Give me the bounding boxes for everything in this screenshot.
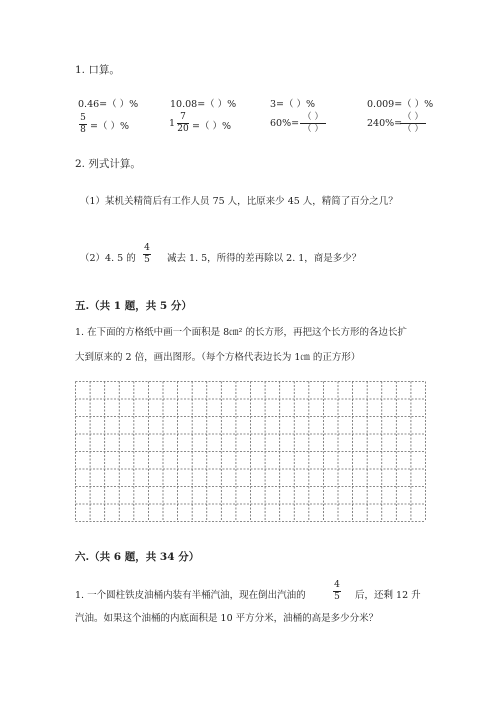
fraction-numerator: 4 [144, 243, 150, 253]
fraction-denominator: （ ） [402, 124, 424, 134]
fraction-denominator: 20 [177, 124, 189, 134]
grid-paper[interactable] [75, 381, 426, 522]
section-5-question-line-1: 1. 在下面的方格纸中画一个面积是 8㎝² 的长方形，再把这个长方形的各边长扩 [75, 327, 407, 338]
section-6-question-line-1-post: 后，还剩 12 升 [355, 590, 421, 601]
fraction-numerator: （ ） [302, 112, 324, 122]
section-6-question-line-1-pre: 1. 一个圆柱铁皮油桶内装有半桶汽油，现在倒出汽油的 [75, 590, 306, 601]
fraction-blank [300, 113, 326, 134]
oral-item-2: 10.08=（ ）% [170, 99, 237, 110]
oral-item-1: 0.46=（ ）% [78, 99, 139, 110]
section-6-title: 六.（共 6 题，共 34 分） [75, 551, 200, 563]
oral-item-7-left: 60%= [270, 118, 300, 129]
section-5-title: 五.（共 1 题，共 5 分） [75, 300, 192, 312]
fraction-numerator: 7 [180, 112, 186, 122]
calc-question-2-post: 减去 1. 5，所得的差再除以 2. 1，商是多少？ [167, 253, 362, 264]
fraction-denominator: 8 [80, 125, 86, 135]
oral-heading: 1. 口算。 [75, 64, 120, 76]
fraction-numerator: 4 [334, 580, 340, 590]
fraction-numerator: 5 [80, 113, 86, 123]
mixed-number-whole: 1 [169, 118, 176, 129]
fraction-5-8 [79, 114, 87, 135]
fraction-denominator: 5 [334, 592, 340, 602]
calc-question-1: （1）某机关精简后有工作人员 75 人，比原来少 45 人，精简了百分之几？ [80, 196, 398, 207]
oral-item-3: 3=（ ）% [270, 99, 316, 110]
fraction-denominator: （ ） [302, 124, 324, 134]
oral-item-8-left: 240%= [367, 118, 403, 129]
fraction-denominator: 5 [144, 255, 150, 265]
oral-item-6-answer: =（ ）% [192, 121, 232, 132]
fraction-blank [400, 113, 426, 134]
section-6-question-line-2: 汽油。如果这个油桶的内底面积是 10 平方分米，油桶的高是多少分米？ [75, 613, 379, 624]
section-5-question-line-2: 大到原来的 2 倍，画出图形。（每个方格代表边长为 1㎝ 的正方形） [75, 352, 361, 363]
oral-item-4: 0.009=（ ）% [367, 99, 434, 110]
fraction-4-5 [143, 244, 151, 265]
calc-heading: 2. 列式计算。 [75, 158, 141, 170]
oral-item-5-answer: =（ ）% [90, 121, 130, 132]
fraction-4-5 [333, 581, 341, 602]
fraction-numerator: （ ） [402, 112, 424, 122]
fraction-7-20 [177, 113, 189, 134]
calc-question-2-pre: （2）4. 5 的 [80, 253, 136, 264]
